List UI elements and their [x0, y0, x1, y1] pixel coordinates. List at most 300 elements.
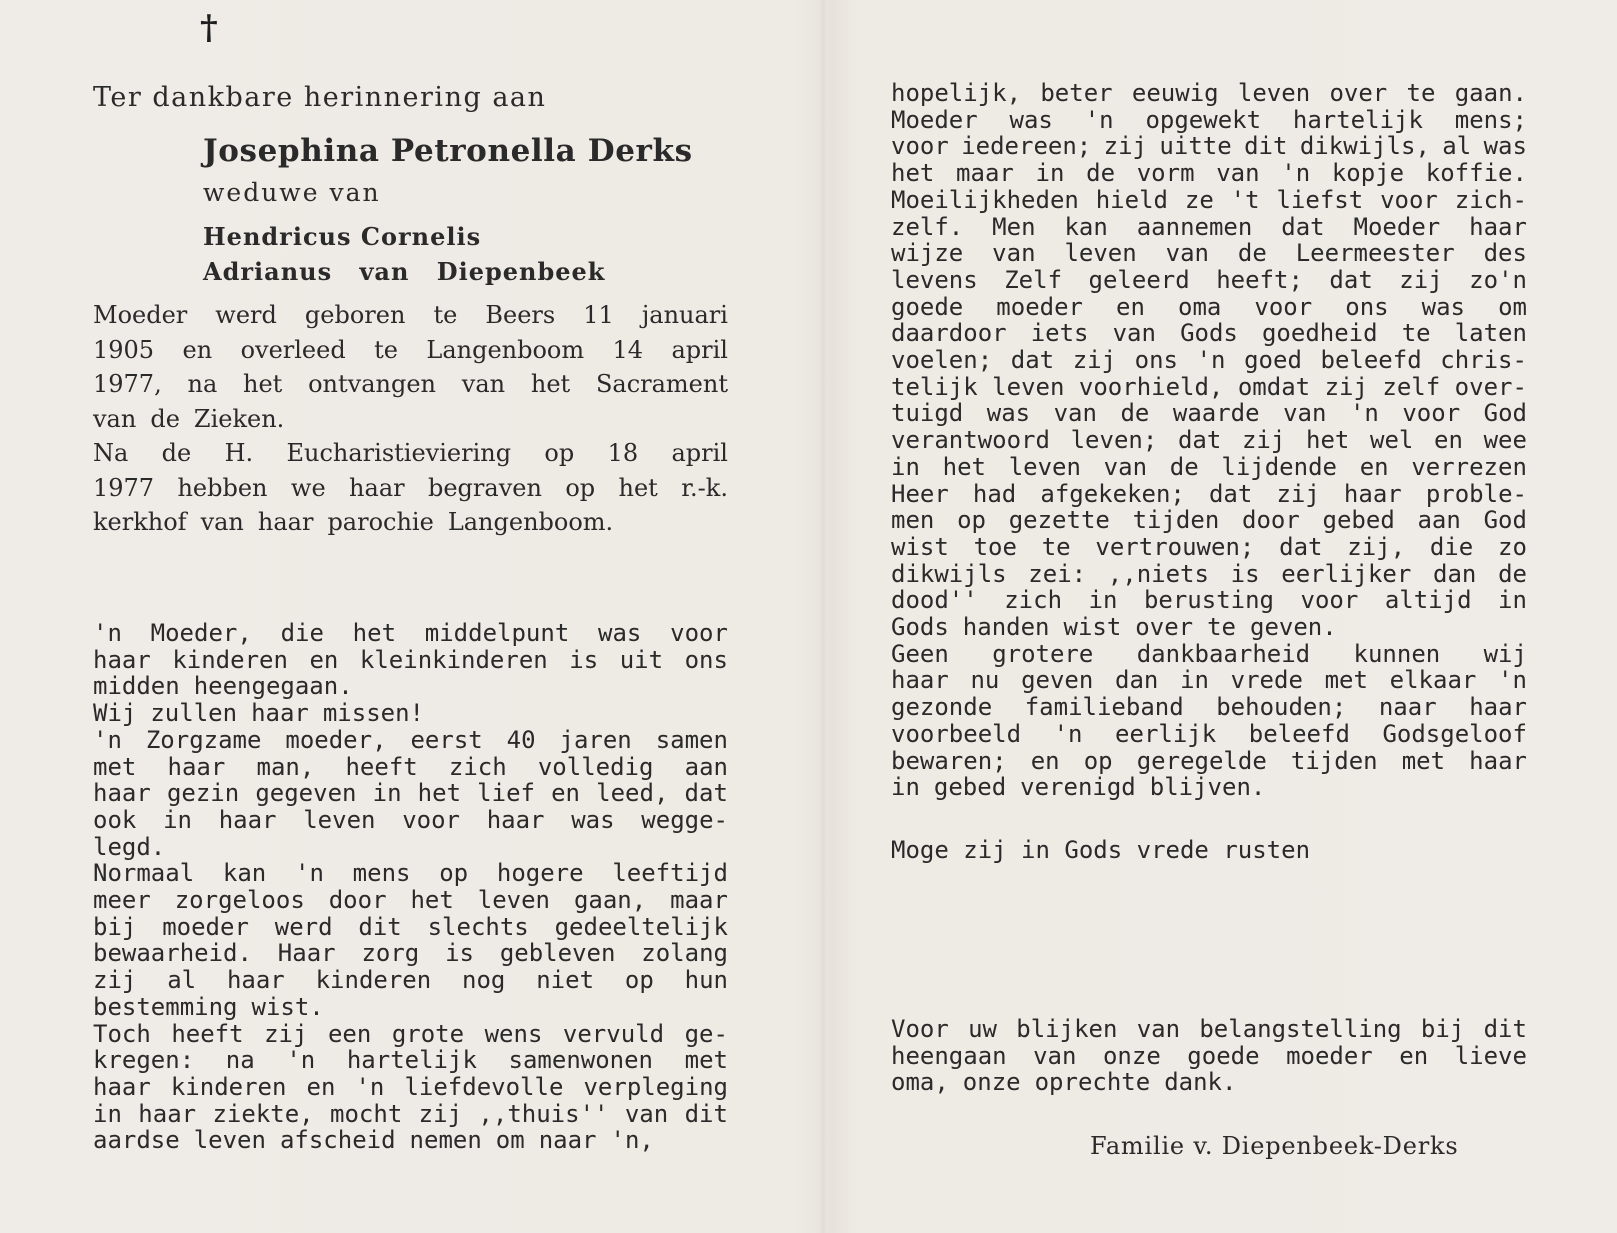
word: 'n [1498, 666, 1527, 695]
word: Moeilijkheden [891, 185, 1079, 214]
text-line [891, 641, 1527, 668]
text-line [891, 1069, 1527, 1096]
word: koffie. [1425, 159, 1527, 188]
word: 'n [1281, 159, 1311, 188]
word: 'n [93, 725, 122, 754]
word: april [671, 335, 728, 364]
text-line [93, 299, 728, 331]
text-line [93, 334, 728, 366]
word: 40 [506, 725, 536, 754]
word: dit [684, 1099, 728, 1128]
word: haar [218, 805, 277, 834]
word: het [891, 159, 935, 188]
word: was [1421, 292, 1466, 321]
word: hartelijk [1292, 105, 1423, 134]
text-line [93, 834, 728, 861]
word: haar [257, 508, 314, 536]
word: was [1483, 132, 1527, 161]
text-line [891, 160, 1527, 187]
word: haar [1343, 479, 1402, 508]
word: het [942, 452, 986, 481]
word: niet [536, 966, 595, 995]
word: legd. [93, 832, 166, 861]
word: zij [1324, 372, 1368, 401]
word: het [530, 370, 571, 398]
word: beleefd [1248, 719, 1350, 748]
word: meer [93, 886, 151, 914]
text-line [891, 721, 1527, 748]
word: in [891, 452, 920, 481]
word: waarde [1172, 399, 1260, 428]
cross-icon: † [200, 8, 218, 48]
word: tijden [1132, 506, 1220, 535]
word: dankbaarheid [1136, 639, 1311, 668]
word: elkaar [1389, 666, 1477, 695]
word: haar [251, 699, 309, 728]
word: God [1483, 399, 1527, 428]
word: voor [402, 805, 460, 834]
word: de [150, 404, 180, 433]
word: lieve [1454, 1041, 1527, 1070]
word: afscheid [279, 1126, 396, 1155]
word: 1977, [93, 370, 162, 398]
word: tuigd [891, 399, 964, 428]
word: onze [1102, 1041, 1161, 1070]
word: in [93, 1099, 122, 1128]
word: wee [1483, 426, 1527, 455]
word: zij [93, 966, 137, 995]
word: leeftijd [612, 859, 728, 888]
text-line [93, 1074, 728, 1101]
word: liefst [1276, 185, 1364, 214]
word: leven [992, 372, 1065, 401]
word: met [1401, 746, 1446, 775]
word: voor [1380, 185, 1438, 214]
word: van [1165, 239, 1209, 268]
word: leven [477, 886, 550, 914]
word: gezette [1008, 506, 1110, 535]
word: kan [1064, 212, 1108, 241]
word: mocht [330, 1099, 403, 1128]
word: zij, [1347, 532, 1406, 561]
word: over [1135, 613, 1194, 641]
word: Normaal [93, 859, 195, 888]
word: vertrouwen; [1095, 532, 1255, 561]
word: ons [1134, 346, 1179, 374]
word: kerkhof [93, 508, 187, 536]
word: al [1442, 132, 1472, 161]
word: iedereen; [961, 132, 1092, 161]
word: 'n [295, 859, 324, 888]
text-line [891, 347, 1527, 374]
text-line [93, 967, 728, 994]
text-line [891, 534, 1527, 561]
word: lijdende [1221, 452, 1337, 481]
text-line [93, 754, 728, 781]
text-line [891, 133, 1527, 160]
word: gebed [1322, 506, 1395, 535]
word: dat [1281, 212, 1325, 241]
word: met [684, 1046, 728, 1075]
word: bewaarheid. [93, 939, 252, 968]
word: van [93, 404, 137, 433]
word: verpleging [583, 1072, 728, 1101]
word: de [1169, 452, 1199, 481]
text-line [93, 860, 728, 887]
word: laten [1454, 319, 1527, 348]
word: zij [418, 1099, 463, 1128]
word: zo'n [1469, 265, 1527, 294]
word: berusting [1143, 586, 1274, 615]
word: omdat [1237, 372, 1311, 401]
word: Men [992, 212, 1036, 241]
text-line [93, 1101, 728, 1128]
word: in [1088, 586, 1118, 615]
text-line [891, 748, 1527, 775]
word: wijze [891, 239, 964, 268]
word: zei: [1028, 559, 1087, 588]
word: overleed [240, 335, 346, 364]
word: Eucharistieviering [286, 439, 512, 467]
text-line [93, 647, 728, 674]
word: zij [1399, 265, 1443, 294]
word: kleinkinderen [359, 645, 548, 674]
word: het [243, 370, 283, 398]
word: oma, [891, 1068, 949, 1097]
intro-line: Ter dankbare herinnering aan [93, 82, 547, 113]
word: voor [1402, 399, 1461, 428]
text-line [891, 507, 1527, 534]
word: jaren [559, 725, 632, 754]
word: zij [1072, 346, 1117, 374]
word: goed [1244, 346, 1302, 374]
text-line [93, 700, 728, 727]
word: begraven [427, 473, 542, 502]
word: zich [448, 752, 507, 781]
word: dat [1329, 265, 1373, 294]
word: ziekte, [212, 1099, 314, 1128]
word: vervuld [562, 1019, 665, 1048]
word: haar [1469, 693, 1527, 722]
word: 18 [607, 439, 639, 467]
word: toe [973, 532, 1017, 561]
word: kregen: [93, 1046, 195, 1075]
word: zullen [150, 699, 238, 728]
word: grotere [992, 639, 1094, 668]
word: op [544, 439, 575, 467]
word: de [161, 439, 192, 467]
deceased-name: Josephina Petronella Derks [203, 133, 693, 169]
word: zorgeloos [174, 886, 305, 914]
word: wens [484, 1019, 543, 1048]
word: leven [193, 1126, 266, 1155]
word: voor [891, 132, 949, 161]
word: al [167, 966, 197, 995]
word: wist. [251, 992, 324, 1021]
word: 'n [286, 1046, 316, 1075]
text-line [93, 472, 728, 504]
text-line [891, 294, 1527, 321]
word: nog [462, 966, 506, 995]
word: het [352, 619, 397, 647]
text-line [891, 374, 1527, 401]
word: behouden; [1216, 693, 1347, 722]
word: onze [962, 1068, 1021, 1097]
text-line [891, 400, 1527, 427]
word: haar [349, 473, 405, 502]
word: samen [655, 725, 728, 754]
word: is [445, 939, 474, 968]
word: Langenboom [426, 335, 585, 364]
word: man, [256, 752, 315, 781]
word: van [1136, 1015, 1181, 1043]
word: moeder [1286, 1041, 1373, 1070]
word: en [1030, 746, 1060, 775]
word: dikwijls, [1299, 132, 1430, 161]
word: grote [391, 1019, 465, 1048]
text-line [891, 1043, 1527, 1070]
word: Moeder, [150, 619, 252, 647]
word: en [182, 335, 213, 364]
word: dat [1010, 346, 1055, 374]
word: verantwoord [891, 426, 1050, 455]
word: voor [670, 619, 728, 647]
text-line [891, 427, 1527, 454]
word: volledig [537, 752, 654, 781]
word: van [461, 370, 506, 398]
word: het [618, 473, 658, 502]
word: we [290, 473, 326, 502]
word: is [569, 645, 599, 674]
word: haar [167, 752, 226, 781]
word: kinderen [315, 966, 432, 995]
word: door [328, 886, 387, 914]
word: naar [1378, 693, 1437, 722]
word: hogere [496, 859, 584, 888]
word: altijd [1384, 586, 1472, 615]
word: Sacrament [595, 370, 728, 398]
word: na [225, 1046, 255, 1075]
word: dat [1279, 532, 1323, 561]
text-line [891, 240, 1527, 267]
word: in [372, 779, 402, 808]
word: aan [1417, 506, 1461, 535]
word: nu [970, 666, 1000, 695]
word: een [327, 1019, 372, 1048]
word: die [280, 619, 324, 647]
word: en [1359, 452, 1389, 481]
word: midden [93, 672, 180, 701]
word: in [163, 805, 192, 834]
word: hartelijk [346, 1046, 477, 1075]
word: was [1009, 105, 1053, 134]
husband-name-line-1: Hendricus Cornelis [203, 222, 482, 251]
word: zij [1103, 132, 1148, 161]
word: iets [1030, 319, 1089, 348]
word: het [1306, 426, 1350, 455]
word: was [571, 805, 615, 834]
word: Moeder [891, 105, 978, 134]
word: en [306, 1072, 336, 1101]
word: slechts [427, 912, 529, 941]
word: dat [684, 779, 728, 808]
word: leed, [596, 779, 669, 808]
word: Gods [891, 613, 949, 641]
word: aardse [93, 1126, 180, 1155]
word: leven [1237, 79, 1311, 107]
word: gebed [933, 773, 1007, 802]
husband-name-line-2: Adrianus van Diepenbeek [203, 257, 606, 286]
word: om [495, 1126, 525, 1155]
word: zij [1276, 479, 1320, 508]
word: goede [1187, 1041, 1260, 1070]
word: leven; [1070, 426, 1158, 455]
text-line [93, 887, 728, 914]
word: H. [224, 439, 254, 467]
word: met [93, 752, 137, 781]
word: op [439, 859, 469, 888]
word: naar [538, 1126, 597, 1155]
word: mens; [1454, 105, 1527, 134]
word: mens [352, 859, 411, 888]
word: beter [1040, 79, 1113, 107]
word: wegge- [641, 805, 728, 834]
word: God [1483, 506, 1527, 535]
word: kinderen [170, 1072, 287, 1101]
word: eeuwig [1131, 79, 1219, 107]
word: de [1237, 239, 1267, 268]
text-line [93, 437, 728, 469]
word: en [551, 779, 581, 808]
word: haar [891, 666, 949, 695]
text-line [93, 1127, 728, 1154]
word: Gods [1180, 319, 1238, 348]
word: bij [1420, 1015, 1465, 1043]
word: missen! [322, 699, 425, 728]
word: uit [619, 645, 664, 674]
card-fold [820, 0, 826, 1233]
word: bewaren; [891, 746, 1007, 775]
word: de [1086, 159, 1116, 188]
word: te [1041, 532, 1071, 561]
word: zelf [1382, 372, 1441, 401]
word: levens [891, 265, 978, 294]
word: in [1498, 586, 1527, 615]
word: over- [1454, 372, 1527, 401]
word: dan [1433, 559, 1477, 588]
word: beleefd [1320, 346, 1422, 374]
word: moeder [162, 912, 249, 941]
word: bij [93, 912, 137, 941]
text-line [891, 1016, 1527, 1043]
word: van [1283, 399, 1327, 428]
word: geboren [304, 301, 406, 329]
word: Voor [891, 1015, 949, 1043]
word: dat [1177, 426, 1222, 455]
word: kinderen [172, 645, 288, 674]
word: had [972, 479, 1017, 508]
word: op [624, 966, 654, 995]
word: blijken [1016, 1015, 1118, 1043]
word: ,,thuis'' [478, 1099, 609, 1128]
word: 11 [583, 301, 614, 329]
word: op [1083, 746, 1113, 775]
word: lief [477, 779, 535, 808]
word: middelpunt [424, 619, 570, 647]
word: hopelijk, [891, 79, 1022, 107]
word: geregelde [1136, 746, 1267, 775]
word: van [200, 508, 244, 536]
text-line [93, 807, 728, 834]
word: zij [264, 1019, 308, 1048]
word: te [1207, 613, 1236, 641]
text-line [93, 403, 728, 435]
word: bestemming [93, 992, 238, 1021]
word: hun [684, 966, 728, 995]
word: eerlijker [1281, 559, 1412, 588]
word: 'n, [610, 1126, 654, 1155]
word: gaan. [1454, 79, 1527, 107]
word: heengegaan. [193, 672, 353, 701]
word: vrede [1230, 666, 1303, 695]
word: heeft [345, 752, 418, 781]
text-line [93, 506, 728, 538]
word: eerst [410, 725, 483, 754]
word: geleerd [1088, 265, 1190, 294]
word: haar [1469, 746, 1527, 775]
word: gebleven [499, 939, 616, 968]
word: opgewekt [1145, 105, 1262, 134]
word: van [1033, 1041, 1077, 1070]
word: kunnen [1353, 639, 1441, 668]
word: vorm [1136, 159, 1195, 188]
word: 1905 [93, 335, 155, 364]
text-line [93, 914, 728, 941]
word: blijven. [1149, 773, 1266, 802]
word: van [1112, 319, 1156, 348]
word: heeft [171, 1019, 244, 1048]
word: in [1180, 666, 1209, 695]
word: Geen [891, 639, 949, 668]
word: tijden [1290, 746, 1378, 775]
word: gegeven [255, 779, 357, 808]
word: 't [1230, 185, 1260, 214]
word: van [1053, 399, 1097, 428]
word: kopje [1331, 159, 1405, 188]
word: proble- [1425, 479, 1527, 508]
word: verenigd [1020, 773, 1136, 802]
text-line [891, 320, 1527, 347]
word: wist [891, 532, 949, 561]
word: april [671, 439, 728, 467]
word: januari [641, 301, 728, 329]
word: nemen [409, 1126, 482, 1155]
word: zelf. [891, 212, 964, 241]
text-line [891, 481, 1527, 508]
word: over [1329, 79, 1388, 107]
word: verrezen [1411, 452, 1527, 481]
word: Zorgzame [145, 725, 262, 754]
word: en [1399, 1041, 1429, 1070]
word: haar [93, 779, 151, 808]
word: samenwonen [508, 1046, 654, 1075]
word: was [598, 619, 642, 647]
word: te [374, 335, 398, 364]
word: met [1324, 666, 1368, 695]
word: haar [93, 1072, 151, 1101]
word: 'n [1084, 105, 1114, 134]
text-line [93, 673, 728, 700]
